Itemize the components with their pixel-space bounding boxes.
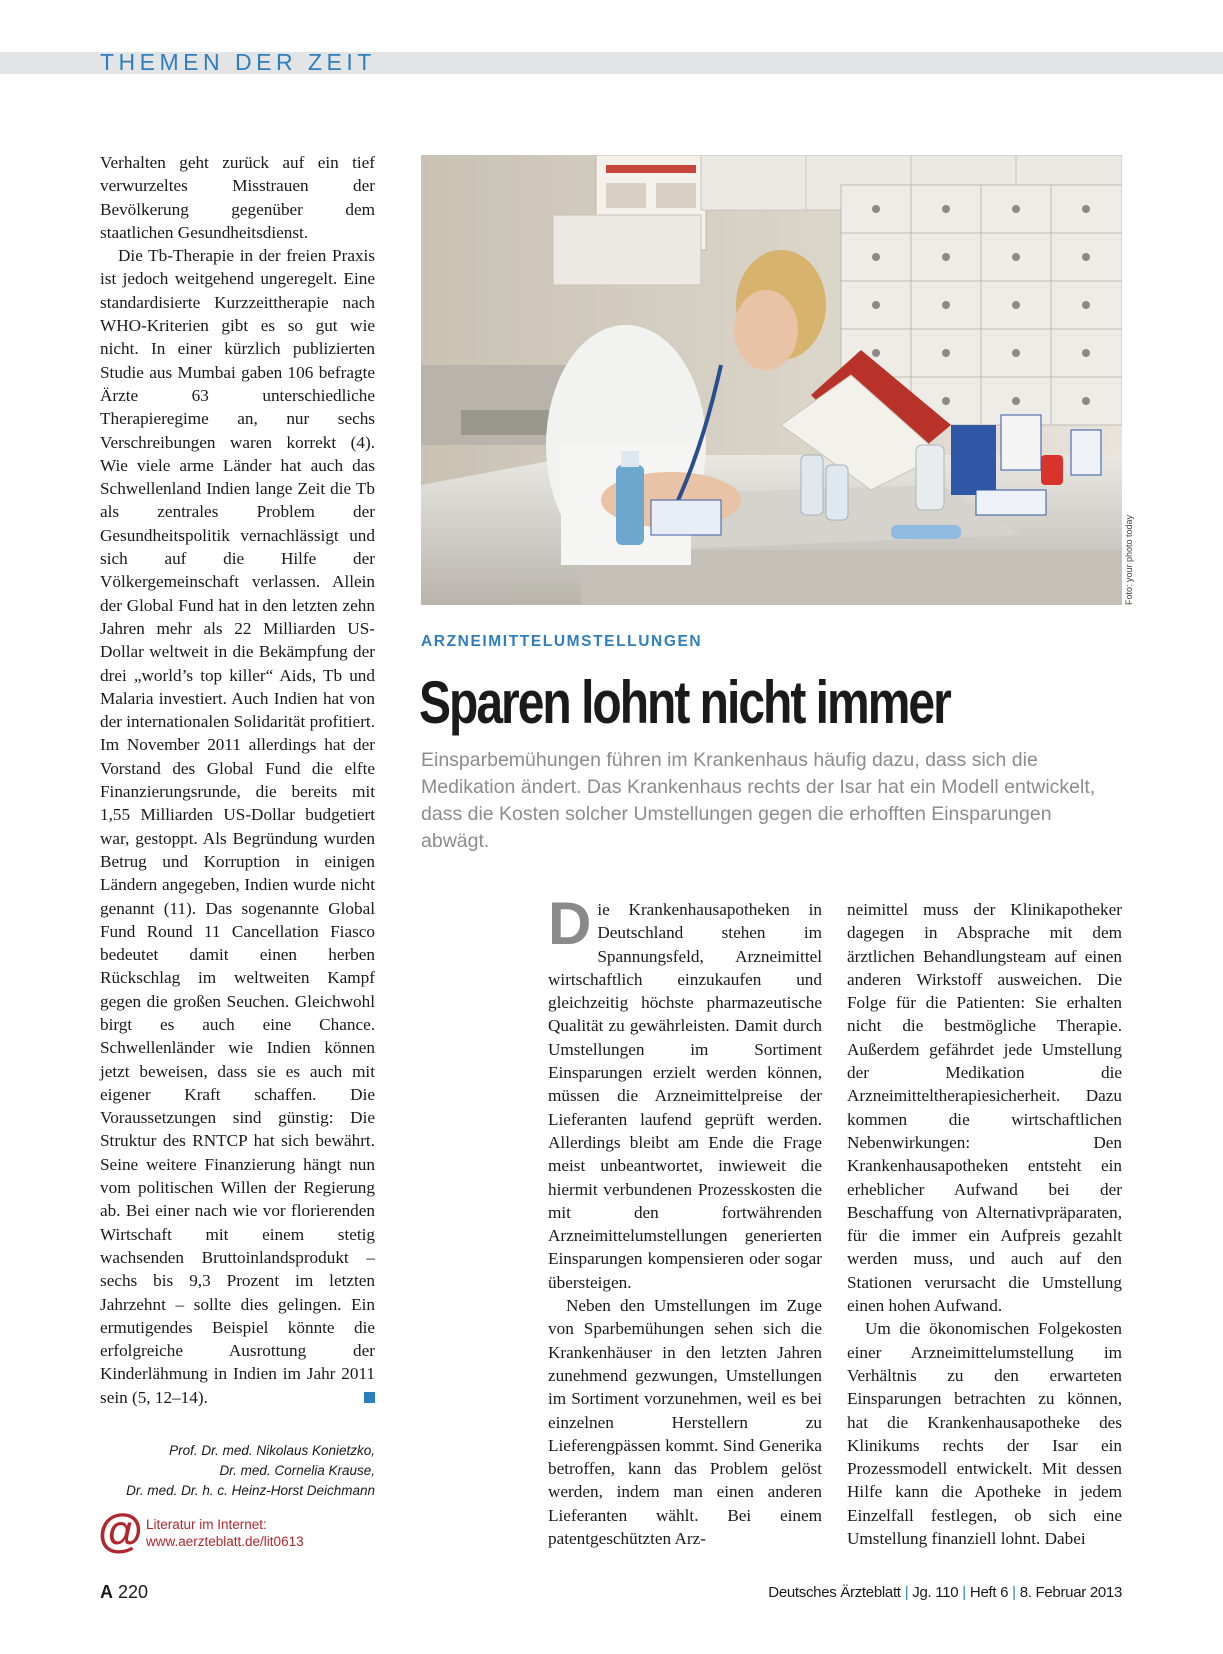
journal-date: 8. Februar 2013: [1019, 1584, 1122, 1601]
article-lead: Einsparbemühungen führen im Krankenhaus häufig dazu, dass sich die Medikation ändert. Das Krankenhaus rechts der Isar hat ein Modell entwickelt, dass die Kosten solcher Umstellungen gegen die erhofften Einsparungen abwägt.: [421, 749, 1096, 852]
left-paragraph-2: [100, 244, 375, 1409]
right-paragraph-2: Um die ökonomischen Folgekosten einer Arzneimittelumstellung im Verhältnis zu den erwarteten Einsparungen betrachten zu können, hat die Krankenhausapotheke des Klinikums rechts der Isar ein Prozessmodell entwickelt. Mit dessen Hilfe kann die Apotheke in jedem Einzelfall festlegen, ob sich eine Umstellung finanziell lohnt. Dabei: [847, 1319, 1122, 1549]
separator: |: [1012, 1584, 1016, 1601]
right-column: [847, 898, 1122, 1550]
pharmacy-scene-illustration: [421, 155, 1122, 605]
page-number-value: 220: [118, 1582, 149, 1602]
drop-cap: D: [548, 890, 592, 957]
separator: |: [962, 1584, 966, 1601]
author-1: Prof. Dr. med. Nikolaus Konietzko,: [169, 1443, 375, 1458]
right-paragraph-1: neimittel muss der Klinikapotheker dagegen in Absprache mit dem ärztlichen Behandlungsteam auf einen anderen Wirkstoff ausweichen. Die Folge für die Patienten: Sie erhalten nicht die bestmögliche Therapie. Außerdem gefährdet jede Umstellung der Medikation die Arzneimitteltherapiesicherheit. Dazu kommen die wirtschaftlichen Nebenwirkungen: Den Krankenhausapotheken entsteht ein erheblicher Aufwand bei der Beschaffung von Alternativpräparaten, für die immer ein Aufpreis gezahlt werden muss, und auch auf den Stationen verursacht die Umstellung einen hohen Aufwand.: [847, 900, 1122, 1316]
mid-paragraph-1: [548, 890, 822, 1294]
literature-url[interactable]: www.aerzteblatt.de/lit0613: [146, 1534, 304, 1549]
left-paragraph-2-text: Die Tb-Therapie in der freien Praxis ist jedoch weitgehend ungeregelt. Eine standardisierte Kurzzeittherapie nach WHO-Kriterien gibt es so gut wie nicht. In einer kürzlich publizierten Studie aus Mumbai gaben 106 befragte Ärzte 63 unterschiedliche Therapieregime an, nur sechs Verschreibungen waren korrekt (4). Wie viele arme Länder hat auch das Schwellenland Indien lange Zeit die Tb als zentrales Problem der Gesundheitspolitik vernachlässigt und sich auf die Hilfe der Völkergemeinschaft verlassen. Allein der Global Fund hat in den letzten zehn Jahren mehr als 22 Milliarden US-Dollar weltweit in die Bekämpfung der drei „world’s top killer“ Aids, Tb und Malaria investiert. Auch Indien hat von der internationalen Solidarität profitiert. Im November 2011 allerdings hat der Vorstand des Global Fund die elfte Finanzierungsrunde, die bereits mit 1,55 Milliarden US-Dollar budgetiert war, gestoppt. Als Begründung wurden Betrug und Korruption in einigen Ländern angegeben, Indien wurde nicht genannt (11). Das sogenannte Global Fund Round 11 Cancellation Fiasco bedeutet damit einen herben Rückschlag im weltweiten Kampf gegen die großen Seuchen. Gleichwohl birgt es auch eine Chance. Schwellenländer wie Indien können jetzt beweisen, dass sie es auch mit eigener Kraft schaffen. Die Voraussetzungen sind günstig: Die Struktur des RNTCP hat sich bewährt. Seine weitere Finanzierung hängt nun vom politischen Willen der Regierung ab. Bei einer nach wie vor florierenden Wirtschaft mit einem stetig wachsenden Bruttoinlandsprodukt – sechs bis 9,3 Prozent im letzten Jahrzehnt – sollte dies gelingen. Ein ermutigendes Beispiel könnte die erfolgreiche Ausrottung der Kinderlähmung in Indien im Jahr 2011 sein (5, 12–14).: [100, 246, 375, 1407]
author-2: Dr. med. Cornelia Krause,: [219, 1463, 375, 1478]
left-paragraph-1: Verhalten geht zurück auf ein tief verwurzeltes Misstrauen der Bevölkerung gegenüber dem staatlichen Gesundheitsdienst.: [100, 153, 375, 242]
separator: |: [904, 1584, 909, 1601]
left-column: [100, 151, 375, 1409]
journal-issue: Heft 6: [969, 1584, 1009, 1601]
journal-name: Deutsches Ärzteblatt: [768, 1584, 901, 1601]
authors: [100, 1441, 375, 1501]
author-3: Dr. med. Dr. h. c. Heinz-Horst Deichmann: [126, 1483, 375, 1498]
page-number: [100, 1582, 148, 1603]
photo-credit: Foto: your photo today: [1124, 514, 1134, 605]
article-headline: Sparen lohnt nicht immer: [419, 669, 950, 736]
page-prefix: A: [100, 1582, 113, 1602]
literature-link[interactable]: [98, 1504, 378, 1556]
journal-volume: Jg. 110: [912, 1584, 959, 1601]
literature-label: Literatur im Internet:: [146, 1517, 267, 1532]
article-kicker: ARZNEIMITTELUMSTELLUNGEN: [421, 633, 703, 650]
end-of-article-mark: [364, 1392, 375, 1403]
mid-paragraph-2: Neben den Umstellungen im Zuge von Sparbemühungen sehen sich die Krankenhäuser in den letzten Jahren zunehmend gezwungen, Umstellungen im Sortiment vorzunehmen, weil es bei einzelnen Herstellern zu Lieferengpässen kommt. Sind Generika betroffen, kann das Problem gelöst werden, indem man einen anderen Lieferanten wählt. Bei einem patentgeschützten Arz-: [548, 1296, 822, 1549]
journal-info: [768, 1584, 1122, 1601]
at-sign-icon: @: [98, 1504, 143, 1556]
section-label: THEMEN DER ZEIT: [100, 49, 376, 75]
mid-paragraph-1-text: ie Krankenhausapotheken in Deutschland stehen im Spannungsfeld, Arzneimittel wirtschaftlich einzukaufen und gleichzeitig höchste pharmazeutische Qualität zu gewährleisten. Damit durch Umstellungen im Sortiment Einsparungen erzielt werden können, müssen die Arzneimittelpreise der Lieferanten laufend geprüft werden. Allerdings bleibt am Ende die Frage meist unbeantwortet, inwieweit die hiermit verbundenen Prozesskosten die mit den fortwährenden Arzneimittelumstellungen generierten Einsparungen kompensieren oder sogar übersteigen.: [548, 900, 822, 1292]
article-photo: [421, 155, 1122, 605]
middle-column: [548, 890, 822, 1550]
